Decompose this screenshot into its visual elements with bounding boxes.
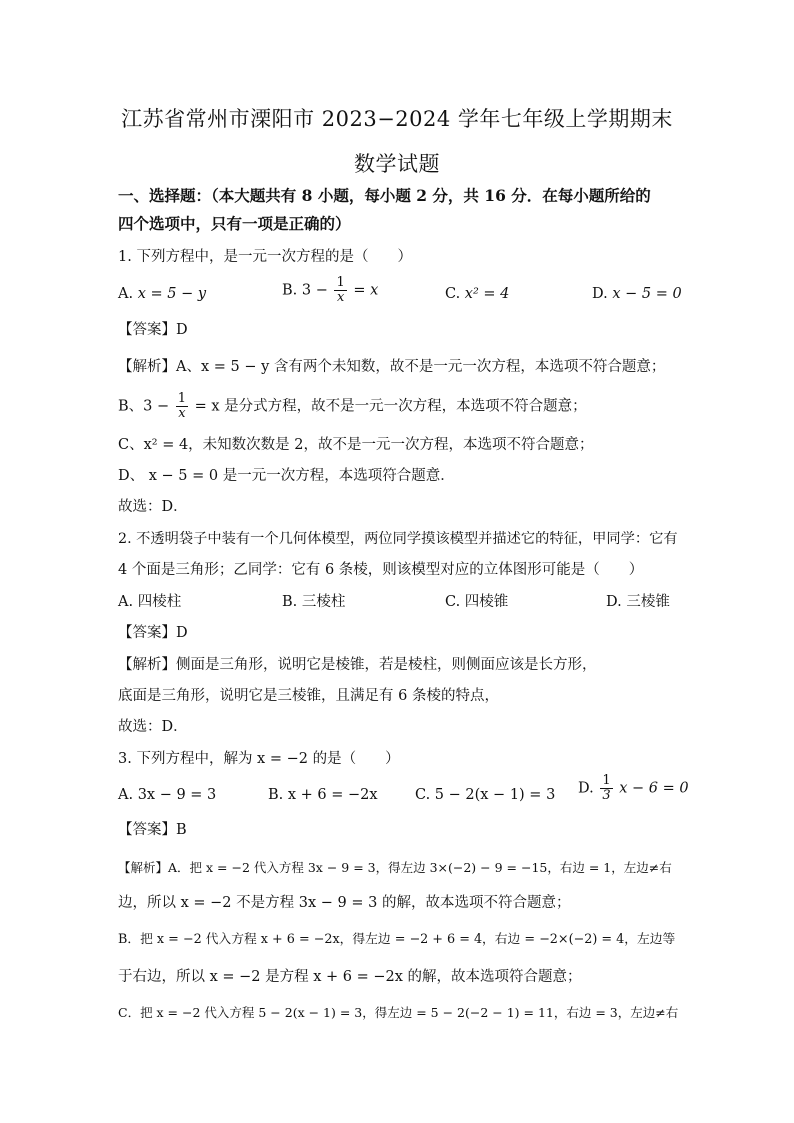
q1-explanation-line2: B、3 − $\frac{1}{x}$ = x 是分式方程，故不是一元一次方程，本选项不符合题意；	[118, 391, 587, 421]
q2-option-c: C. 四棱锥	[445, 594, 509, 610]
q3-explanation-line2: 边，所以 x = −2 不是方程 3x − 9 = 3 的解，故本选项不符合题意；	[118, 895, 571, 911]
q2-option-d: D. 三棱锥	[606, 594, 670, 610]
section-heading-line1: 一、选择题：（本大题共有 8 小题，每小题 2 分，共 16 分．在每小题所给的	[118, 186, 651, 205]
document-title: 江苏省常州市溧阳市 2023−2024 学年七年级上学期期末	[121, 107, 673, 131]
q1-option-b: B. 3 − $\frac{1}{x}$ = x	[282, 275, 379, 305]
document-subtitle: 数学试题	[354, 152, 440, 176]
q3-explanation-line3: B．把 x = −2 代入方程 x + 6 = −2x，得左边 = −2 + 6 = 4，右边 = −2×(−2) = 4，左边等	[118, 932, 676, 947]
q3-explanation-line1: 【解析】A．把 x = −2 代入方程 3x − 9 = 3，得左边 3×(−2) − 9 = −15，右边 = 1，左边≠右	[118, 860, 672, 875]
q2-explanation-line2: 底面是三角形，说明它是三棱锥，且满足有 6 条棱的特点，	[118, 688, 499, 704]
q1-choice: 故选：D．	[118, 499, 188, 515]
q1-explanation-line4: D、 x − 5 = 0 是一元一次方程，本选项符合题意．	[118, 468, 455, 484]
q2-stem-line1: 2. 不透明袋子中装有一个几何体模型，两位同学摸该模型并描述它的特征，甲同学：它有	[118, 531, 678, 547]
q2-explanation-line1: 【解析】侧面是三角形，说明它是棱锥，若是棱柱，则侧面应该是长方形，	[118, 657, 597, 673]
q3-option-c: C. 5 − 2(x − 1) = 3	[415, 787, 556, 803]
q2-stem-line2: 4 个面是三角形；乙同学：它有 6 条棱，则该模型对应的立体图形可能是（ ）	[118, 562, 644, 578]
q3-option-a: A. 3x − 9 = 3	[118, 787, 217, 803]
q1-stem: 1. 下列方程中，是一元一次方程的是（ ）	[118, 249, 412, 265]
q1-option-d: D. x − 5 = 0	[592, 286, 682, 302]
q3-option-b: B. x + 6 = −2x	[268, 787, 378, 803]
q1-option-a: A. x = 5 − y	[118, 286, 207, 302]
q3-option-d: D. $\frac{1}{3}$ x − 6 = 0	[578, 773, 689, 803]
q2-choice: 故选：D．	[118, 719, 188, 735]
q2-option-b: B. 三棱柱	[282, 594, 346, 610]
q1-explanation-line1: 【解析】A、x = 5 − y 含有两个未知数，故不是一元一次方程，本选项不符合题意；	[118, 359, 666, 375]
q1-explanation-fraction: $\frac{1}{x}$	[177, 391, 187, 421]
section-heading-line2: 四个选项中，只有一项是正确的）	[118, 214, 351, 233]
q2-option-a: A. 四棱柱	[118, 594, 182, 610]
q1-option-c: C. x² = 4	[445, 286, 510, 302]
q3-answer: 【答案】B	[118, 822, 187, 838]
q1-answer: 【答案】D	[118, 322, 188, 338]
q3-stem: 3. 下列方程中，解为 x = −2 的是（ ）	[118, 751, 400, 767]
q3-explanation-line5: C．把 x = −2 代入方程 5 − 2(x − 1) = 3，得左边 = 5 − 2(−2 − 1) = 11，右边 = 3，左边≠右	[118, 1005, 679, 1020]
q3-option-d-fraction: $\frac{1}{3}$	[602, 773, 611, 803]
q2-answer: 【答案】D	[118, 625, 188, 641]
q1-option-b-fraction: $\frac{1}{x}$	[336, 275, 345, 305]
q1-explanation-line3: C、x² = 4，未知数次数是 2，故不是一元一次方程，本选项不符合题意；	[118, 437, 594, 453]
q3-explanation-line4: 于右边，所以 x = −2 是方程 x + 6 = −2x 的解，故本选项符合题意；	[118, 969, 582, 985]
